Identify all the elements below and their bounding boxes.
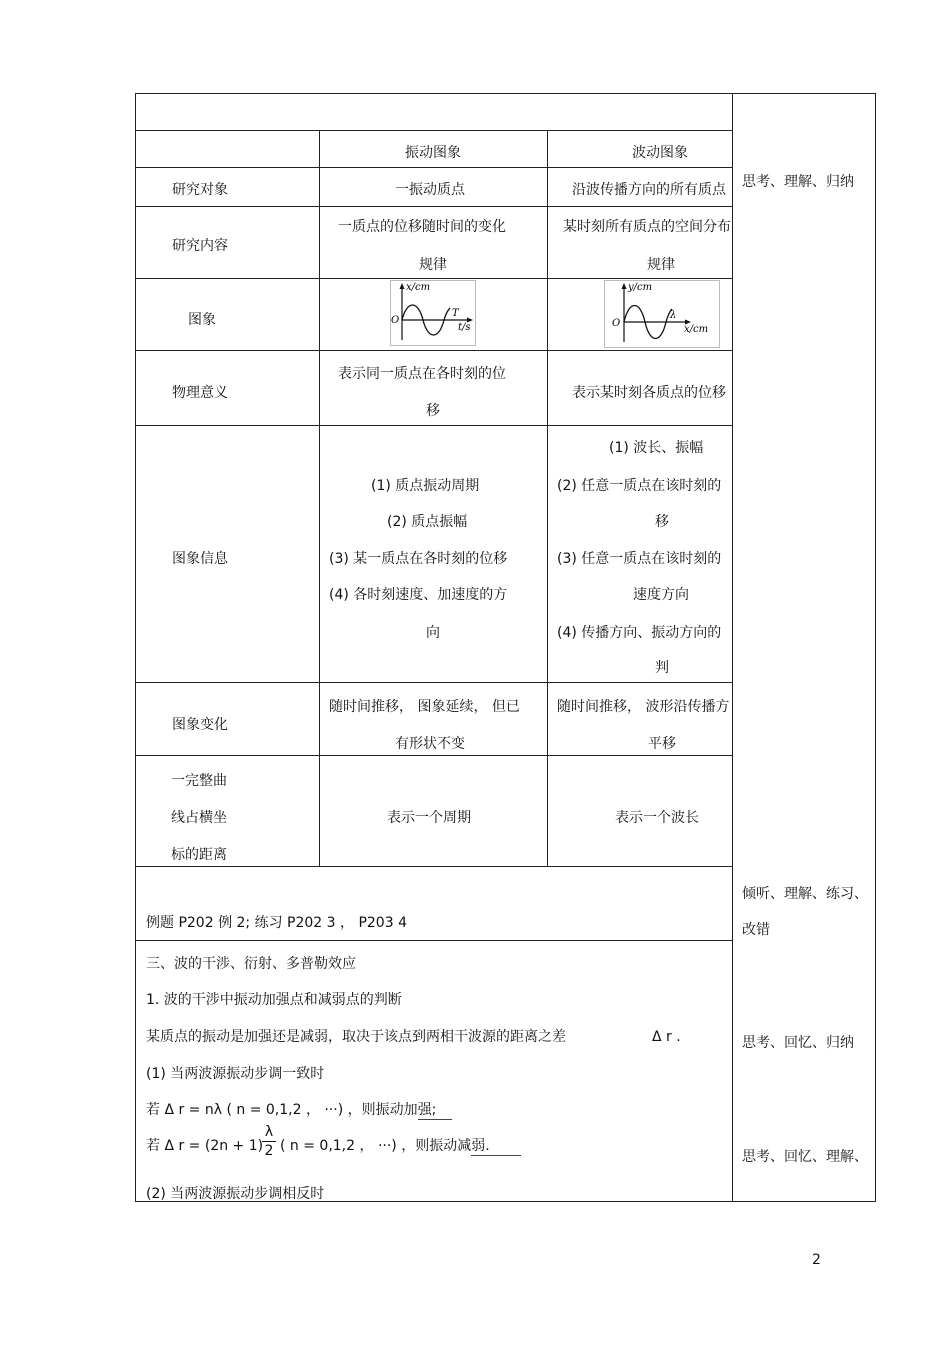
graph-xlabel: x/cm: [684, 324, 709, 335]
side-note: 改错: [742, 922, 770, 938]
cell-wave: 速度方向: [633, 587, 689, 603]
cell-vib: (4) 各时刻速度、加速度的方: [329, 587, 508, 603]
formula-2-text: 若 Δ r = (2n + 1): [146, 1138, 264, 1154]
cell-wave: 随时间推移， 波形沿传播方: [557, 699, 730, 715]
row-label: 标的距离: [171, 847, 227, 863]
row-label: 图象变化: [172, 717, 228, 733]
fraction-numerator: λ: [264, 1124, 274, 1140]
case-2: (2) 当两波源振动步调相反时: [146, 1186, 325, 1202]
cell-vib: 移: [426, 403, 440, 419]
cell-vib: (3) 某一质点在各时刻的位移: [329, 551, 508, 567]
example-line: 例题 P202 例 2; 练习 P202 3 ， P203 4: [146, 915, 407, 931]
graph-origin: O: [612, 318, 621, 329]
cell-vib: 向: [426, 625, 440, 641]
graph-ylabel: y/cm: [628, 282, 653, 293]
row-label: 物理意义: [172, 385, 228, 401]
cell-vib: (1) 质点振动周期: [371, 478, 480, 494]
fraction-bar: [262, 1141, 276, 1142]
header-vib: 振动图象: [405, 145, 461, 161]
formula-2-post: ( n = 0,1,2 ， ···) ，则振动减: [280, 1138, 472, 1154]
paragraph-end: Δ r .: [652, 1029, 681, 1045]
cell-vib: 一振动质点: [395, 182, 465, 198]
row-label: 图象: [188, 312, 216, 328]
cell-vib: 规律: [419, 257, 447, 273]
page-number: 2: [812, 1252, 821, 1268]
graph-mark: T: [452, 308, 459, 319]
formula-2-answer: 弱.: [471, 1137, 521, 1156]
side-note: 思考、回忆、归纳: [742, 1035, 854, 1051]
formula-1: [146, 1101, 452, 1120]
cell-vib: 表示一个周期: [387, 810, 471, 826]
row-label: 一完整曲: [171, 773, 227, 789]
side-note: 思考、回忆、理解、: [742, 1149, 868, 1165]
cell-wave: 规律: [647, 257, 675, 273]
graph-ylabel: x/cm: [406, 282, 431, 293]
cell-vib: 有形状不变: [395, 736, 465, 752]
graph-xlabel: t/s: [458, 322, 471, 333]
graph-origin: O: [391, 315, 400, 326]
formula-2-tail: [280, 1137, 521, 1156]
section-subtitle: 1. 波的干涉中振动加强点和减弱点的判断: [146, 992, 402, 1008]
fraction: [262, 1124, 276, 1159]
row-label: 线占横坐: [171, 810, 227, 826]
row-label: 研究对象: [172, 182, 228, 198]
row-label: 图象信息: [172, 551, 228, 567]
case-1: (1) 当两波源振动步调一致时: [146, 1066, 325, 1082]
section-title: 三、波的干涉、衍射、多普勒效应: [146, 956, 356, 972]
paragraph: 某质点的振动是加强还是减弱，取决于该点到两相干波源的距离之差: [146, 1029, 566, 1045]
cell-wave: (2) 任意一质点在该时刻的: [557, 478, 722, 494]
cell-wave: 平移: [648, 736, 676, 752]
cell-vib: 表示同一质点在各时刻的位: [338, 366, 506, 382]
cell-vib: 一质点的位移随时间的变化: [338, 219, 506, 235]
fraction-denominator: 2: [264, 1143, 274, 1159]
cell-wave: 表示一个波长: [615, 810, 699, 826]
vibration-graph: [390, 280, 476, 346]
cell-wave: (3) 任意一质点在该时刻的: [557, 551, 722, 567]
row-label: 研究内容: [172, 238, 228, 254]
cell-vib: (2) 质点振幅: [387, 514, 468, 530]
cell-wave: (1) 波长、振幅: [609, 440, 704, 456]
cell-wave: 某时刻所有质点的空间分布: [563, 219, 731, 235]
side-note: 思考、理解、归纳: [742, 174, 854, 190]
side-note: 倾听、理解、练习、: [742, 886, 868, 902]
cell-wave: 移: [655, 514, 669, 530]
formula-1-answer: 强;: [418, 1101, 452, 1120]
formula-1-text: 若 Δ r = nλ ( n = 0,1,2 ， ···) ，则振动加: [146, 1102, 418, 1118]
cell-wave: 表示某时刻各质点的位移: [572, 385, 726, 401]
wave-graph: [604, 280, 720, 348]
cell-wave: 沿波传播方向的所有质点: [572, 182, 726, 198]
header-wave: 波动图象: [632, 145, 688, 161]
cell-wave: 判: [655, 660, 669, 676]
cell-vib: 随时间推移， 图象延续， 但已: [329, 699, 520, 715]
cell-wave: (4) 传播方向、振动方向的: [557, 625, 722, 641]
graph-mark: λ: [670, 310, 677, 321]
formula-2: [146, 1137, 263, 1155]
